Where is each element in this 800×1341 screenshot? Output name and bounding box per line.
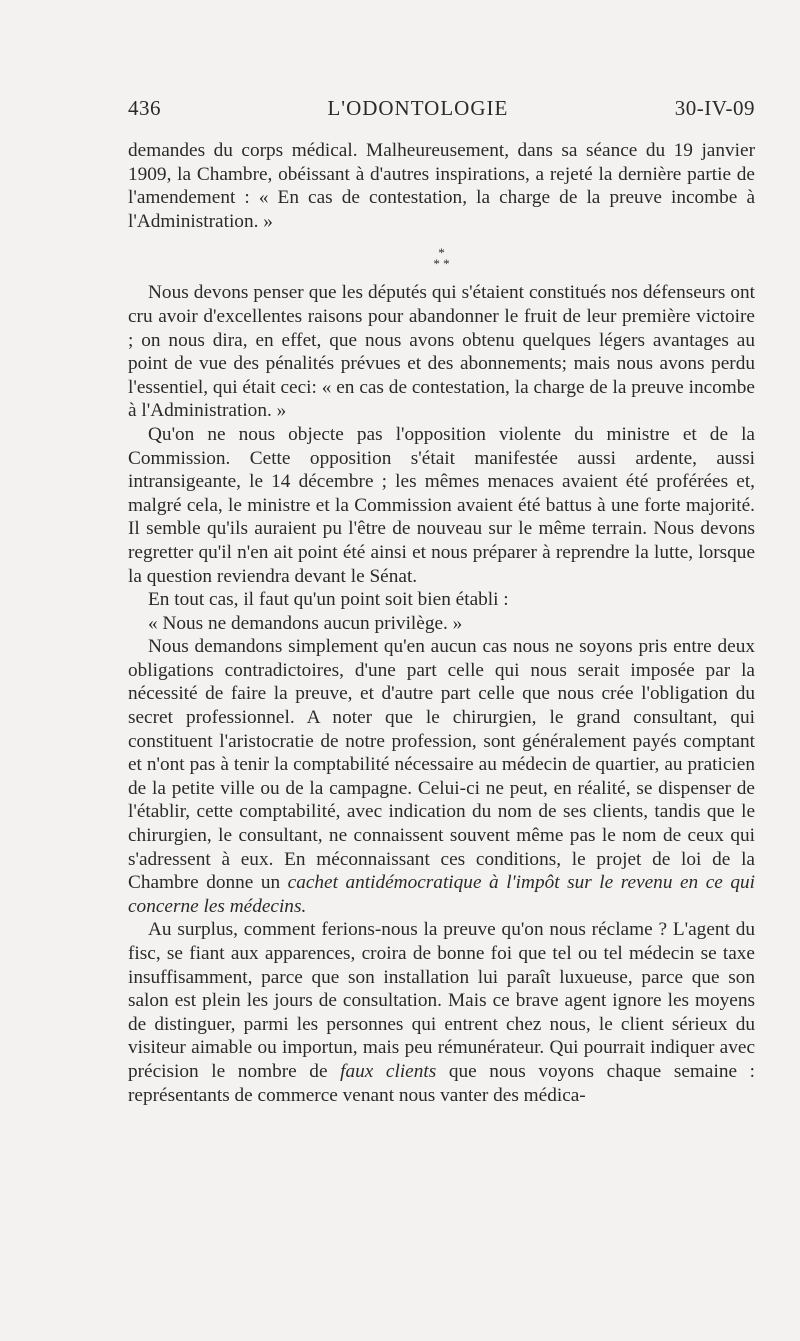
paragraph-6-text: Nous demandons simplement qu'en aucun cas nous ne soyons pris entre deux obligations contradictoires, d'une part celle qui nous serait imposée par la nécessité de faire la preuve, et d'autre part celle que nous crée l'obligation du secret professionnel. A noter que le chirurgien, le grand consultant, qui constituent l'aristocratie de notre profession, sont généralement payés comptant et n'ont pas à tenir la comptabilité nécessaire au médecin de quartier, au praticien de la petite ville ou de la campagne. Celui-ci ne peut, en réalité, se dispenser de l'établir, cette comptabilité, avec indication du nom de ses clients, tandis que le chirurgien, le consultant, ne connaissent souvent même pas le nom de ceux qui s'adressent à eux. En méconnaissant ces conditions, le projet de loi de la Chambre donne un xyxy=(128,636,755,894)
page-number: 436 xyxy=(128,96,161,120)
separator-stars-bottom: * * xyxy=(433,256,450,272)
paragraph-7-text-end: que nous voyons chaque semaine : représentants de commerce venant nous vanter des médica- xyxy=(128,1060,755,1106)
separator-star-top: * xyxy=(438,245,445,261)
paragraph-3: Qu'on ne nous objecte pas l'opposition violente du ministre et de la Commission. Cette opposition s'était manifestée aussi ardente, aussi intransigeante, le 14 décembre ; les mêmes menaces avaient été proférées et, malgré cela, le ministre et la Commission avaient été battus à une forte majorité. Il semble qu'ils auraient pu l'être de nouveau sur le même terrain. Nous devons regretter qu'il n'en ait point été ainsi et nous préparer à reprendre la lutte, lorsque la question reviendra devant le Sénat. xyxy=(128,423,755,587)
paragraph-6-italic: cachet antidémocratique à l'impôt sur le revenu en ce qui concerne les médecins. xyxy=(128,872,755,917)
paragraph-2: Nous devons penser que les députés qui s'étaient constitués nos défenseurs ont cru avoir d'excellentes raisons pour abandonner le fruit de leur première victoire ; on nous dira, en effet, que nous avons obtenu quelques légers avantages au point de vue des pénalités prévues et des abonnements; mais nous avons perdu l'essentiel, qui était ceci: « en cas de contestation, la charge de la preuve incombe à l'Administration. » xyxy=(128,282,755,422)
paragraph-4: En tout cas, il faut qu'un point soit bien établi : xyxy=(148,589,509,611)
paragraph-7 xyxy=(128,918,755,1107)
journal-title: L'ODONTOLOGIE xyxy=(327,96,509,120)
paragraph-5-quote: « Nous ne demandons aucun privilège. » xyxy=(148,612,463,634)
paragraph-7-italic: faux clients xyxy=(340,1060,437,1082)
issue-date: 30-IV-09 xyxy=(674,96,755,120)
body-text xyxy=(128,139,755,1107)
paragraph-1: demandes du corps médical. Malheureusement, dans sa séance du 19 janvier 1909, la Chambre, obéissant à d'autres inspirations, a rejeté la dernière partie de l'amendement : « En cas de contestation, la charge de la preuve incombe à l'Administration. » xyxy=(128,140,755,232)
paragraph-7-text-start: Au surplus, comment ferions-nous la preuve qu'on nous réclame ? L'agent du fisc, se fiant aux apparences, croira de bonne foi que tel ou tel médecin se taxe insuffisamment, parce que son installation lui paraît luxueuse, parce que son salon est plein les jours de consultation. Mais ce brave agent ignore les moyens de distinguer, parmi les personnes qui entrent chez nous, le client sérieux du visiteur aimable ou importun, mais peu rémunérateur. Qui pourrait indiquer avec précision le nombre de xyxy=(128,919,755,1082)
paragraph-6 xyxy=(128,635,755,918)
running-header xyxy=(128,96,755,121)
section-separator xyxy=(128,245,755,272)
